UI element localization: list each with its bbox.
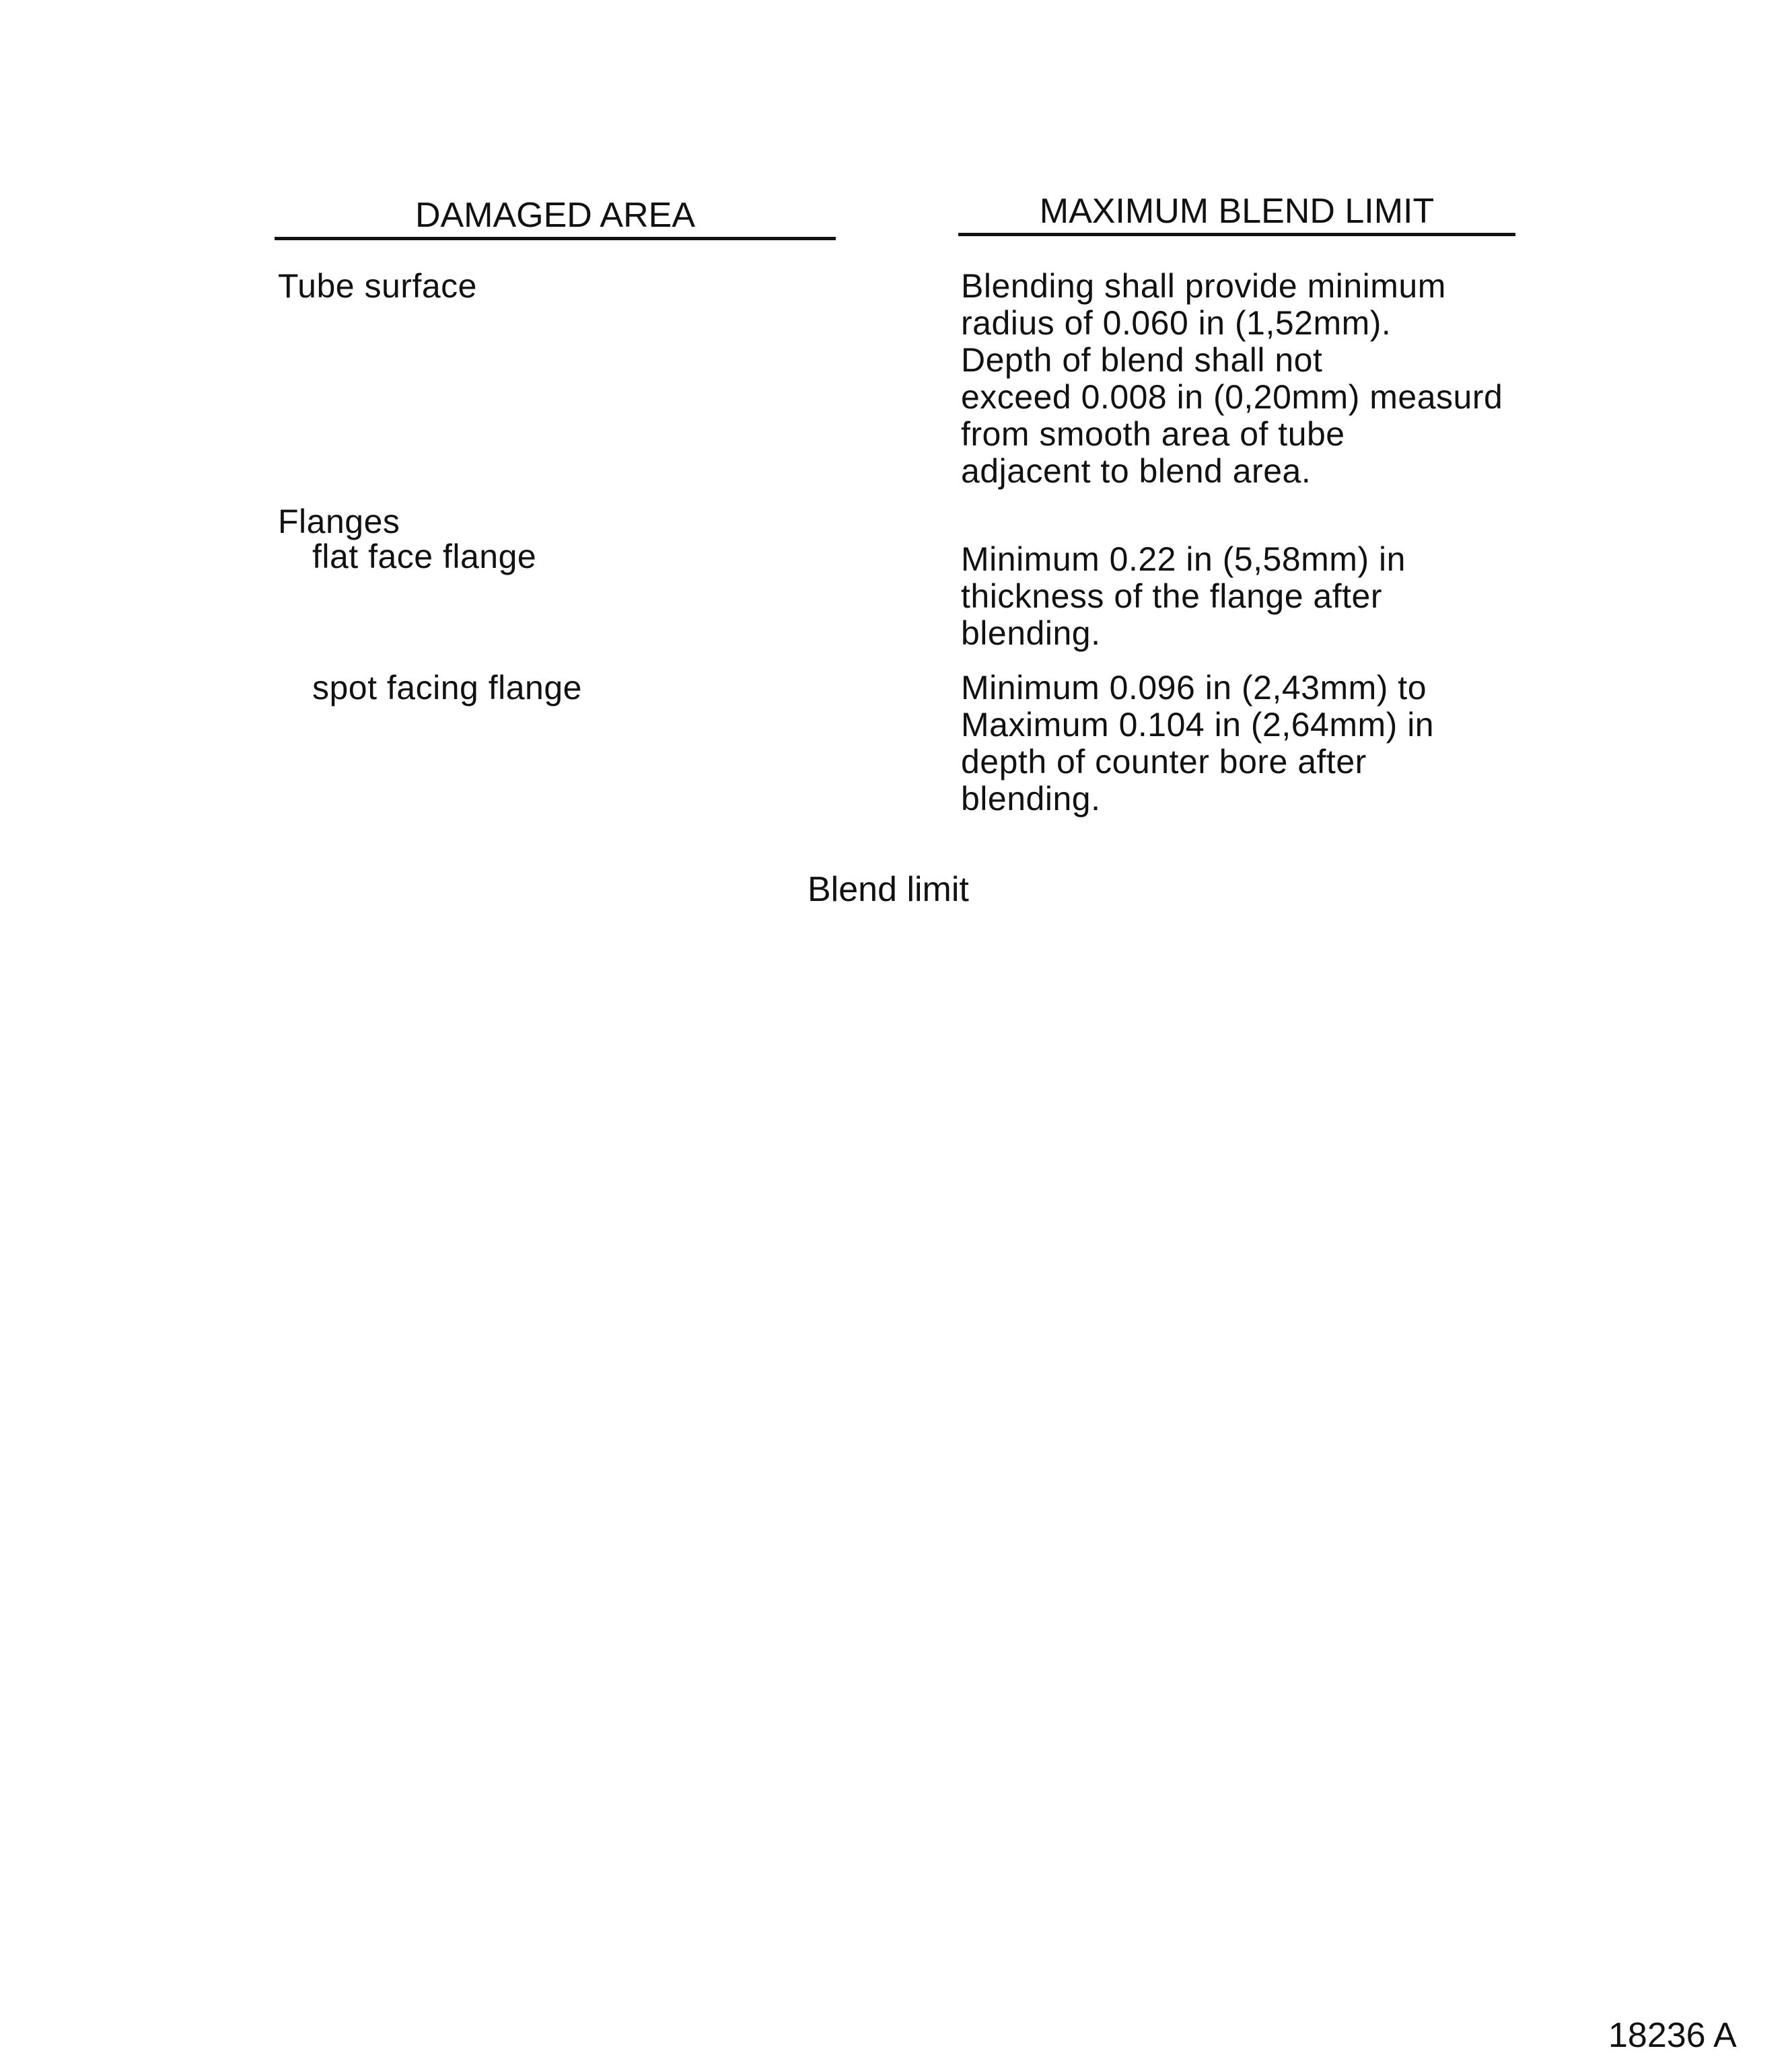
blend-limit-spot-facing-flange: Minimum 0.096 in (2,43mm) to Maximum 0.104 in (2,64mm) in depth of counter bore after blending.	[961, 669, 1435, 818]
damaged-area-spot-facing-flange: spot facing flange	[312, 669, 582, 707]
maximum-blend-limit-header: MAXIMUM BLEND LIMIT	[958, 191, 1515, 236]
damaged-area-header: DAMAGED AREA	[275, 195, 836, 240]
damaged-area-flanges: Flanges	[278, 503, 400, 540]
blend-limit-tube-surface: Blending shall provide minimum radius of 0.060 in (1,52mm). Depth of blend shall not exceed 0.008 in (0,20mm) measurd from smooth area of tube adjacent to blend area.	[961, 267, 1503, 490]
damaged-area-tube-surface: Tube surface	[278, 267, 477, 305]
damaged-area-flat-face-flange: flat face flange	[312, 538, 537, 575]
figure-caption: Blend limit	[808, 870, 969, 909]
blend-limit-flat-face-flange: Minimum 0.22 in (5,58mm) in thickness of the flange after blending.	[961, 540, 1406, 652]
figure-reference-number: 18236 A	[1608, 2016, 1737, 2055]
